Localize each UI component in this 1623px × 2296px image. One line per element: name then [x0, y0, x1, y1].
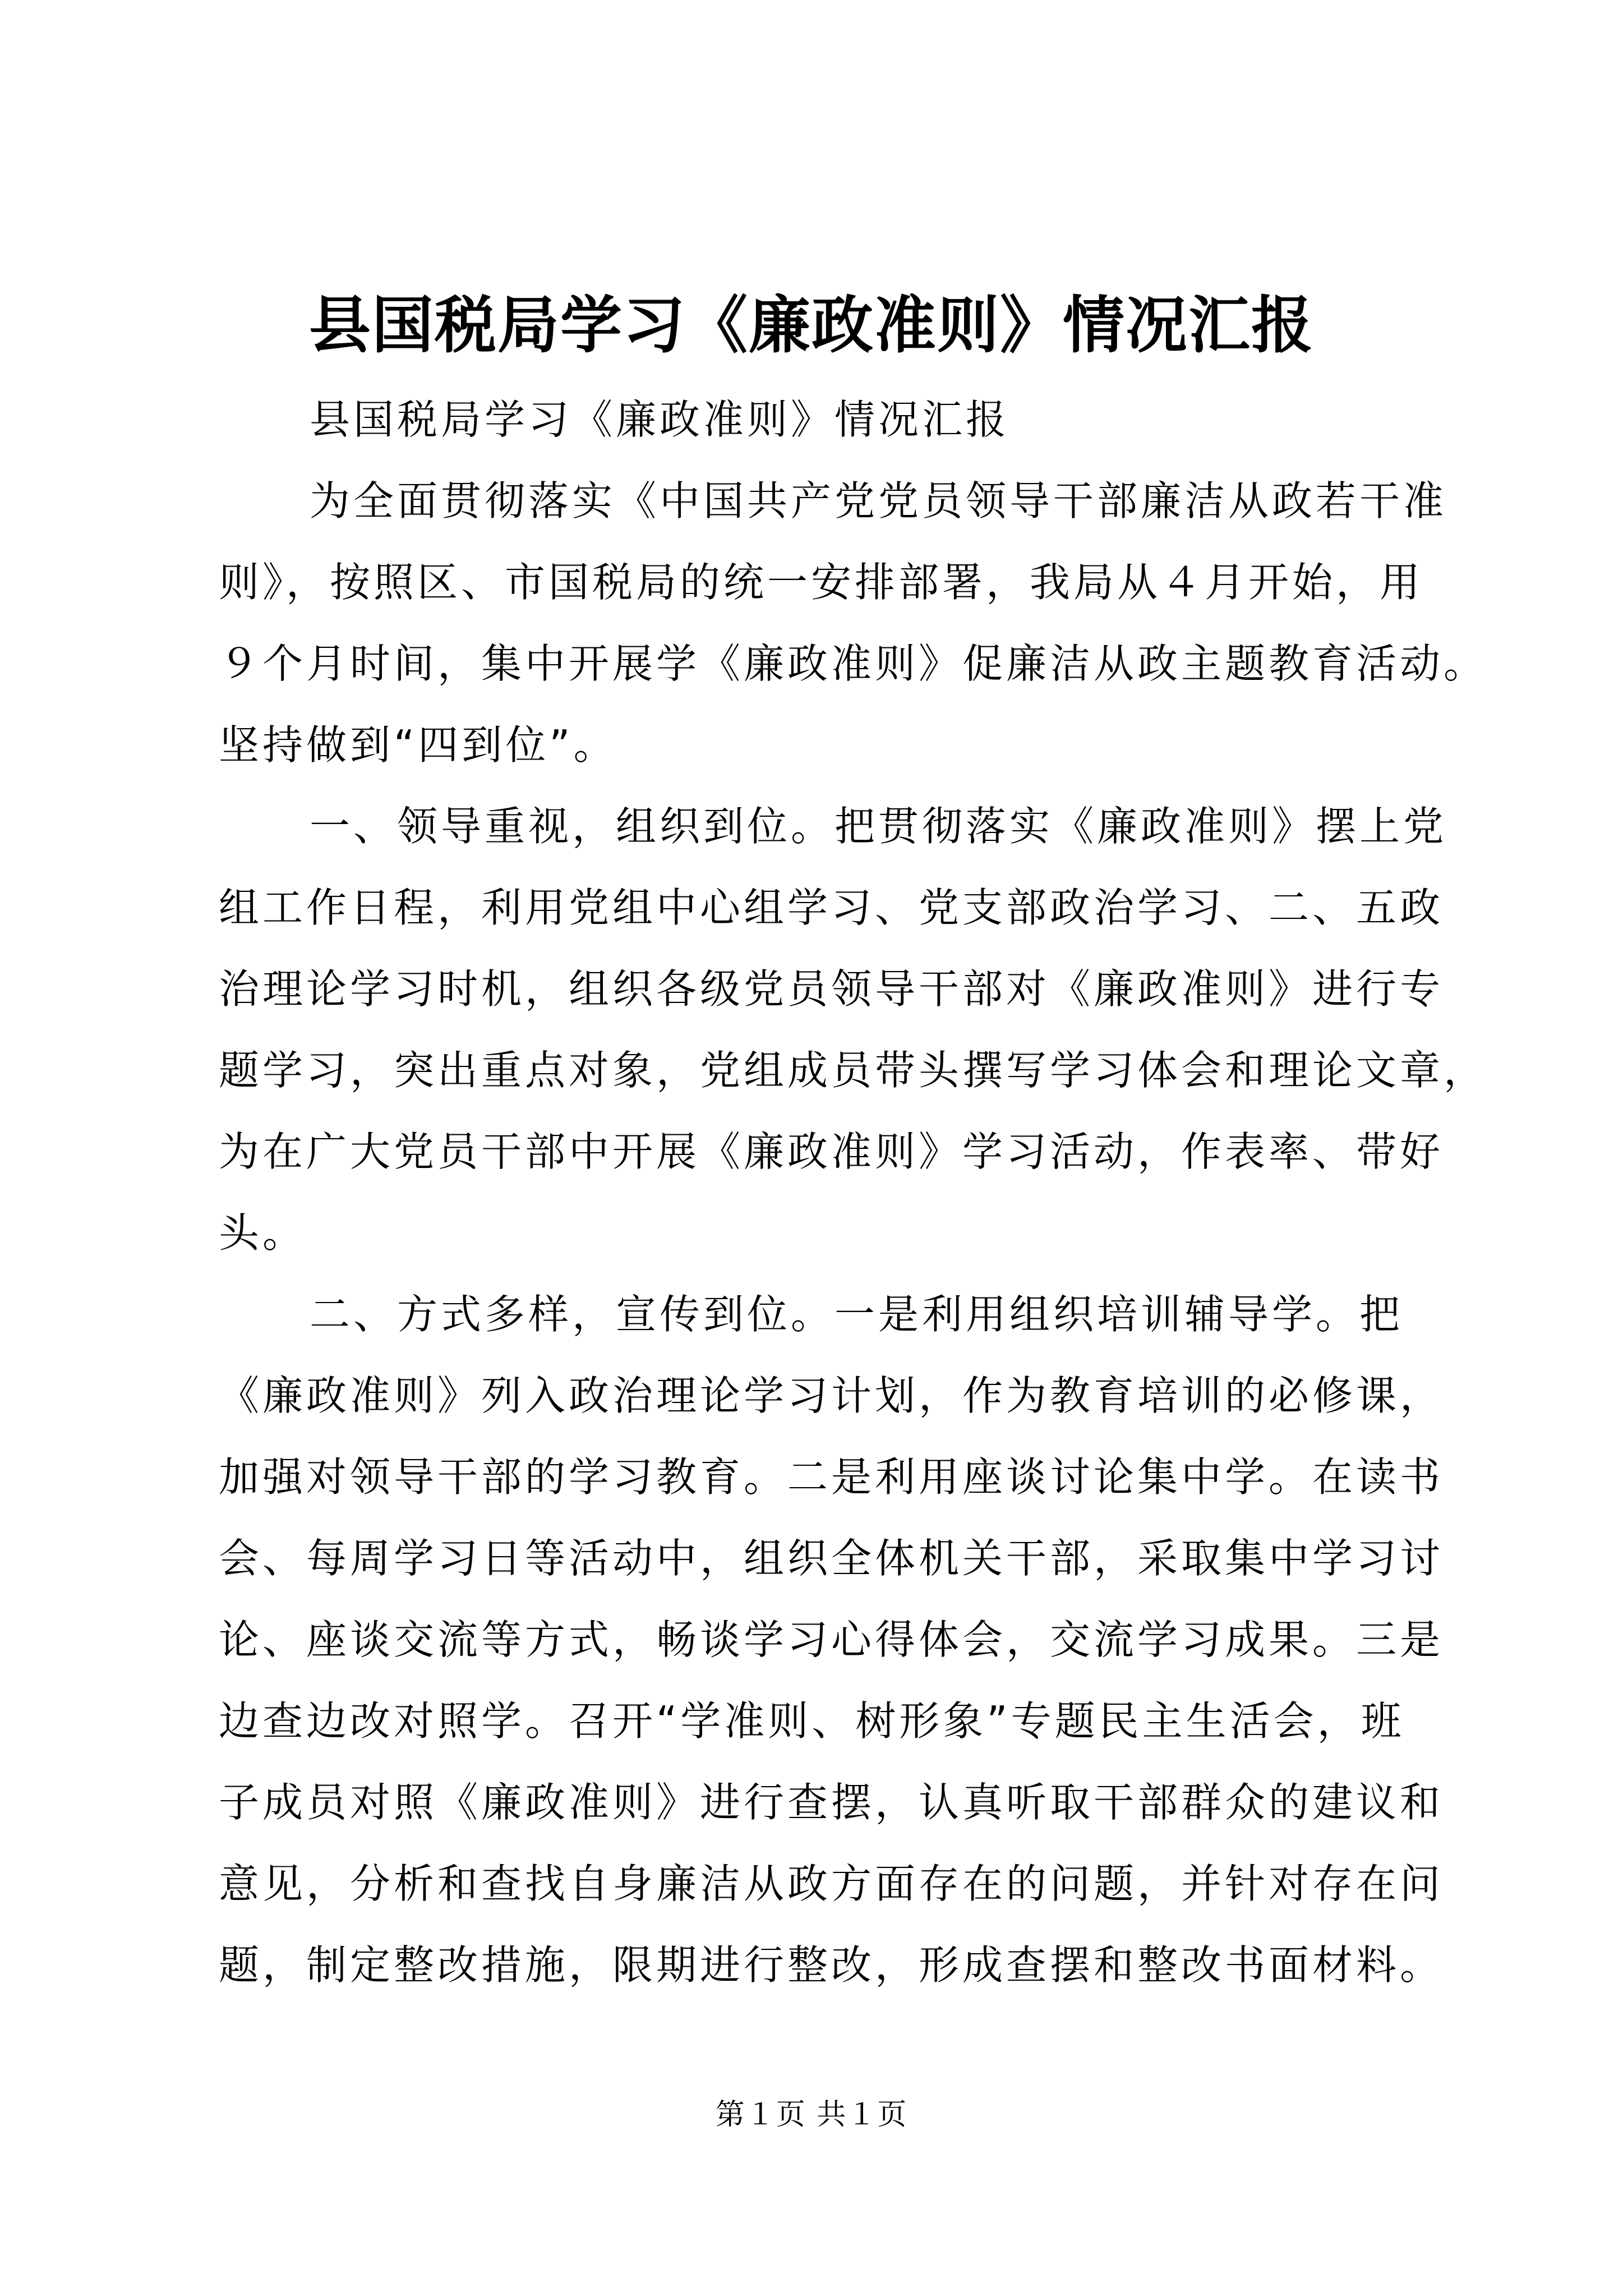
body-line: 则》，按照区、市国税局的统一安排部署，我局从４月开始，用	[219, 559, 1424, 606]
page-footer: 第１页 共１页	[715, 2098, 908, 2132]
body-line: 意见，分析和查找自身廉洁从政方面存在的问题，并针对存在问	[219, 1860, 1444, 1907]
body-line: 《廉政准则》列入政治理论学习计划，作为教育培训的必修课，	[219, 1372, 1444, 1419]
body-line: 边查边改对照学。召开“学准则、树形象”专题民主生活会，班	[219, 1697, 1405, 1745]
document-body	[219, 379, 1488, 2006]
body-line: 为在广大党员干部中开展《廉政准则》学习活动，作表率、带好	[219, 1128, 1444, 1175]
body-line: 子成员对照《廉政准则》进行查摆，认真听取干部群众的建议和	[219, 1779, 1444, 1826]
body-line: ９个月时间，集中开展学《廉政准则》促廉洁从政主题教育活动。	[219, 640, 1488, 687]
body-line: 头。	[219, 1209, 307, 1257]
body-line: 为全面贯彻落实《中国共产党党员领导干部廉洁从政若干准	[310, 477, 1447, 524]
body-line: 一、领导重视，组织到位。把贯彻落实《廉政准则》摆上党	[310, 803, 1447, 850]
body-line: 会、每周学习日等活动中，组织全体机关干部，采取集中学习讨	[219, 1535, 1444, 1582]
body-line: 题，制定整改措施，限期进行整改，形成查摆和整改书面材料。	[219, 1941, 1444, 1989]
document-title: 县国税局学习《廉政准则》情况汇报	[309, 289, 1314, 361]
body-line: 加强对领导干部的学习教育。二是利用座谈讨论集中学。在读书	[219, 1453, 1444, 1501]
body-line: 治理论学习时机，组织各级党员领导干部对《廉政准则》进行专	[219, 965, 1444, 1013]
body-line: 县国税局学习《廉政准则》情况汇报	[310, 396, 1010, 443]
body-line: 组工作日程，利用党组中心组学习、党支部政治学习、二、五政	[219, 884, 1444, 931]
body-line: 论、座谈交流等方式，畅谈学习心得体会，交流学习成果。三是	[219, 1616, 1444, 1663]
body-line: 题学习，突出重点对象，党组成员带头撰写学习体会和理论文章，	[219, 1047, 1488, 1094]
body-line: 坚持做到“四到位”。	[219, 721, 617, 769]
body-line: 二、方式多样，宣传到位。一是利用组织培训辅导学。把	[310, 1291, 1404, 1338]
